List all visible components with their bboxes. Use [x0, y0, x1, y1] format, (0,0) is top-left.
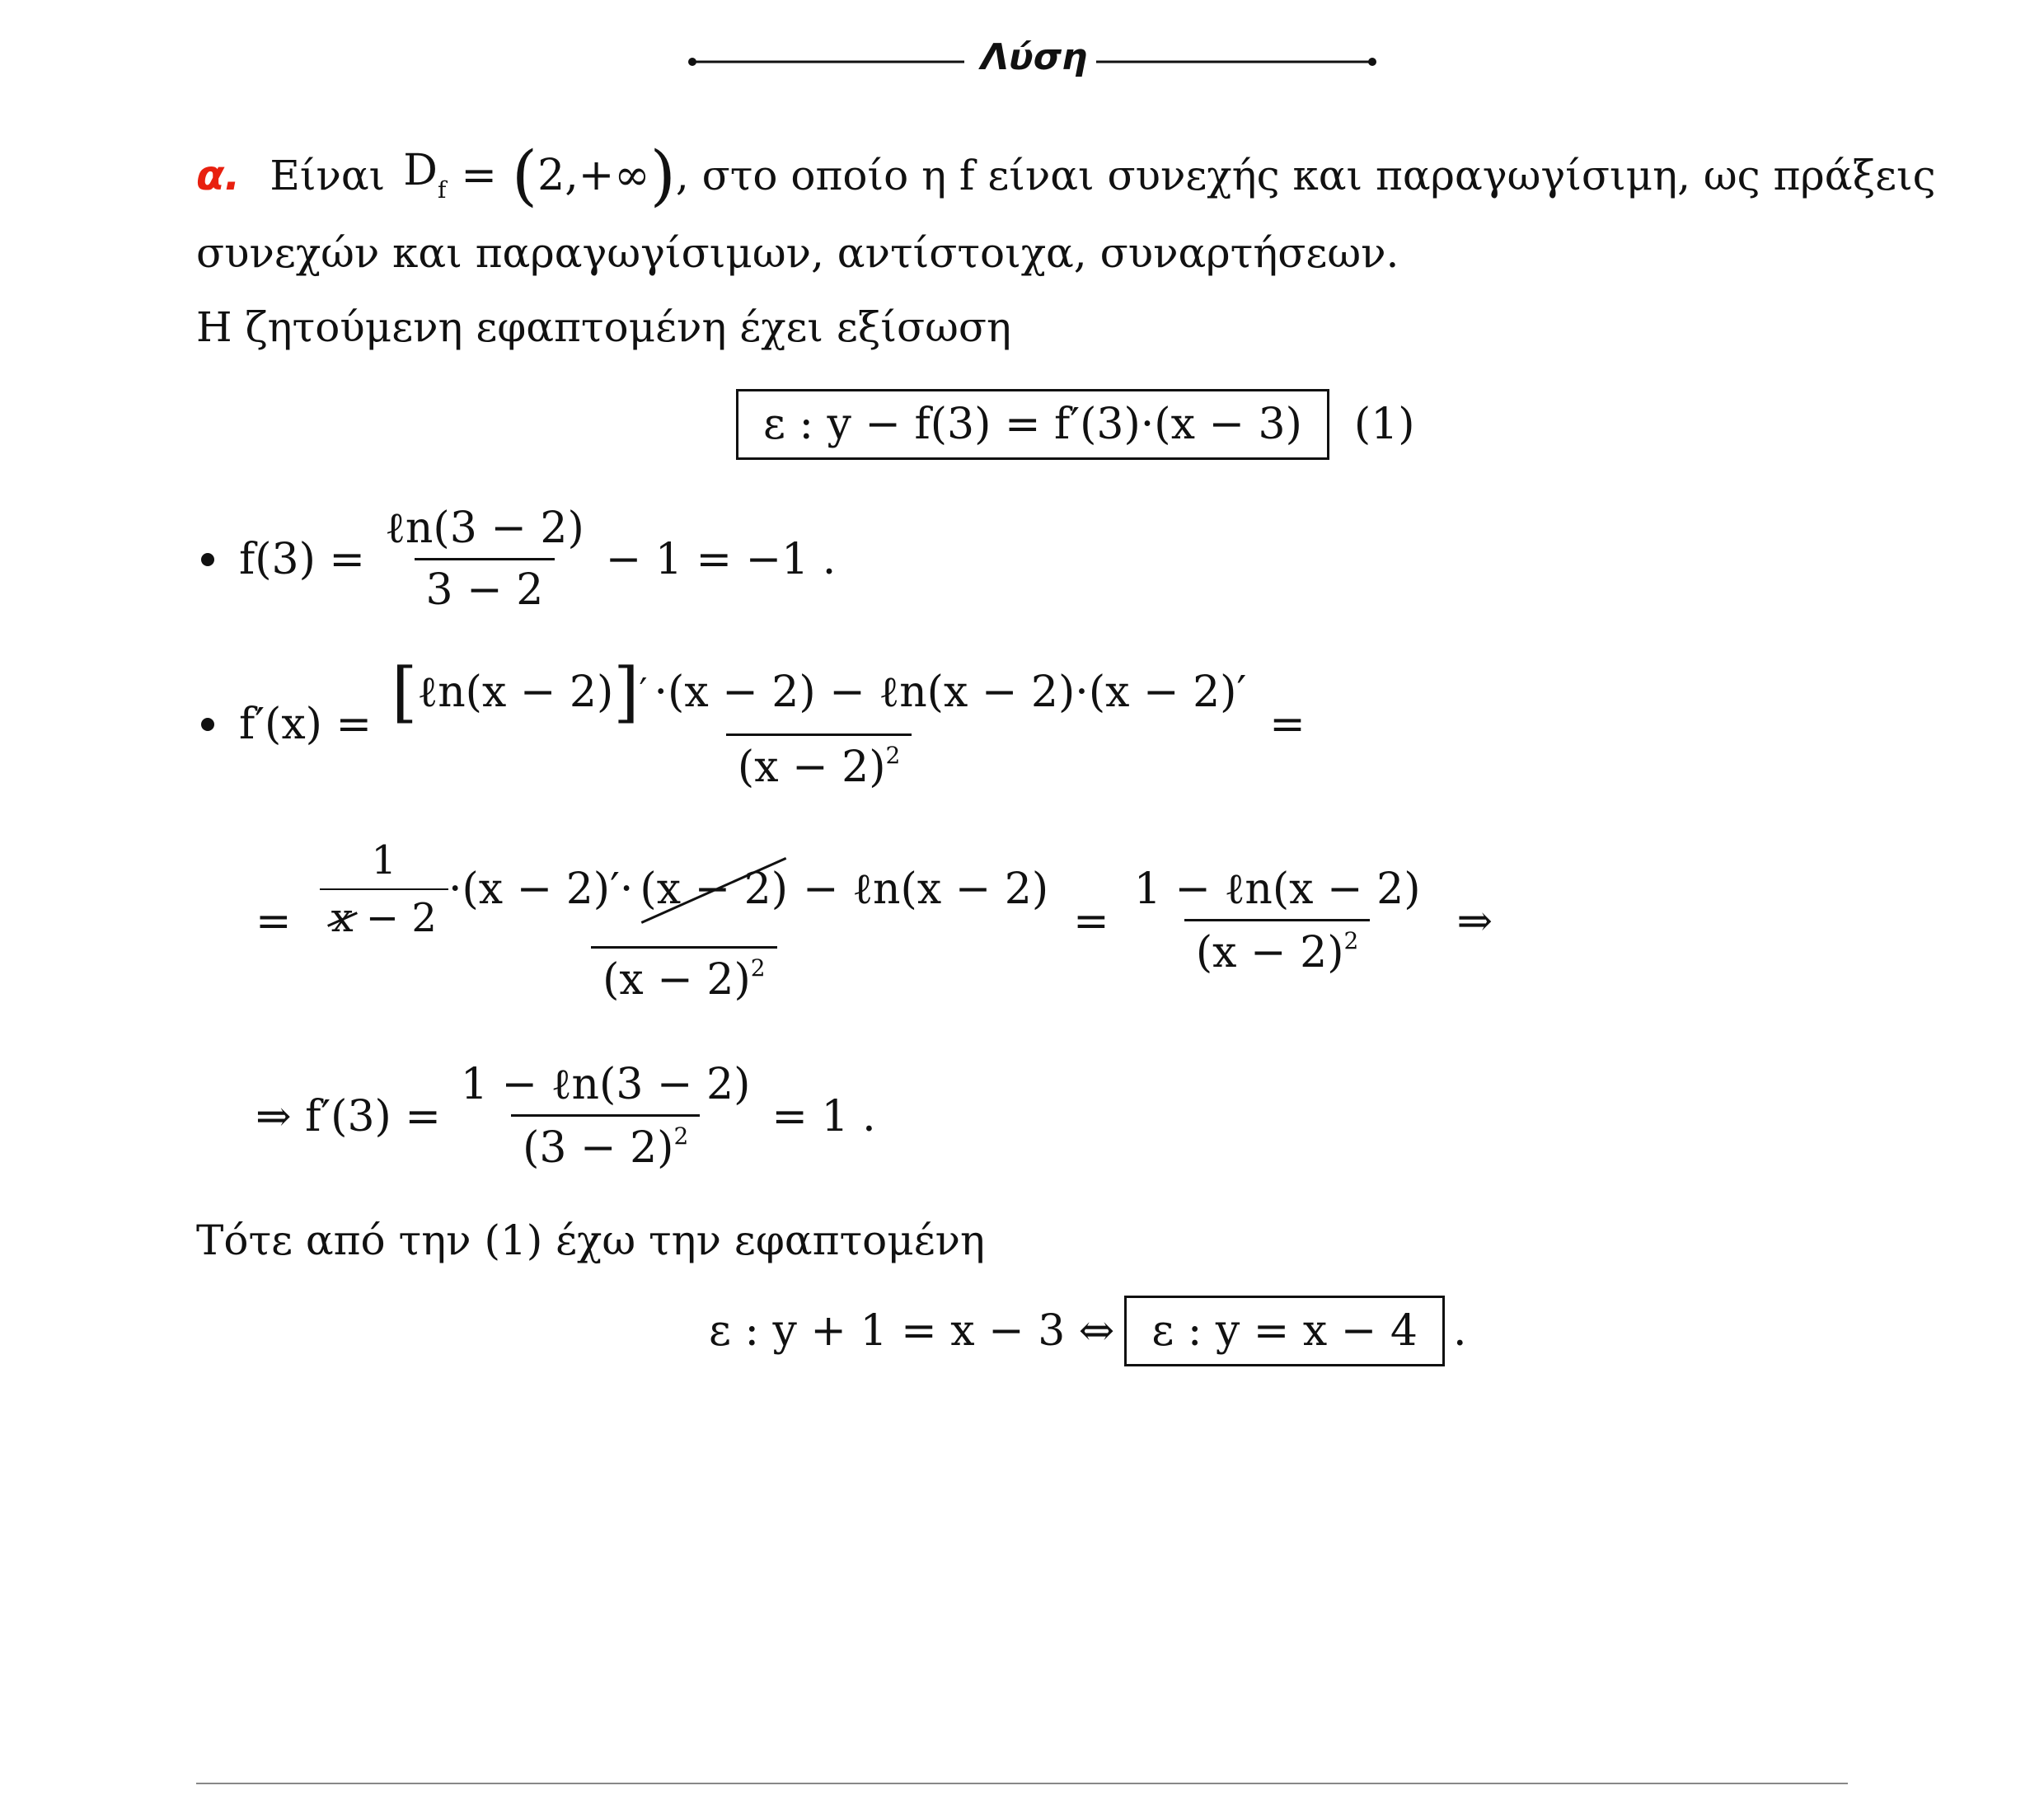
fprime-numerator-rest: ·(x − 2) − ℓn(x − 2)·(x − 2)′	[654, 668, 1247, 717]
step2-inner-fraction	[320, 837, 448, 941]
cancelled-term: x	[331, 895, 354, 941]
fprime-right-bracket: ]	[613, 654, 640, 730]
final-eq-lhs: ε : y + 1 = x − 3 ⇔	[709, 1306, 1115, 1356]
conclusion-text: Τότε από την (1) έχω την εφαπτομένη	[196, 1216, 985, 1264]
step2-inner-den: x − 2	[320, 888, 448, 938]
fprime-rhs: =	[1269, 699, 1306, 749]
f3-denominator: 3 − 2	[415, 558, 556, 612]
final-equation	[709, 1296, 1466, 1366]
intro-lead: Είναι	[270, 152, 386, 199]
fprime-denominator: $(x - 2)^2$	[726, 733, 912, 789]
domain-open-paren: (	[511, 137, 538, 213]
step2-mid-c: − ℓn(x − 2)	[803, 865, 1049, 914]
section-title: Λύση	[981, 36, 1088, 78]
intro-line-1-rest: , στο οποίο η f είναι συνεχής και παραγωγίσιμη, ως πράξεις	[675, 152, 1936, 199]
step3-rhs: = 1 .	[771, 1091, 876, 1141]
step2-frac2-num: 1 − ℓn(x − 2)	[1133, 865, 1421, 914]
f3-fraction	[373, 504, 596, 615]
step3-numerator: 1 − ℓn(3 − 2)	[460, 1060, 751, 1109]
footer-rule	[196, 1783, 1848, 1784]
intro-line-2: συνεχών και παραγωγίσιμων, αντίστοιχα, συναρτήσεων.	[196, 229, 1399, 277]
domain-eq: =	[461, 151, 497, 200]
final-eq-end: .	[1452, 1306, 1467, 1356]
fprime-prime: ′	[639, 671, 648, 713]
equation-1	[736, 389, 1415, 460]
step-2	[256, 837, 1493, 1005]
final-eq-box: ε : y = x − 4	[1124, 1296, 1445, 1366]
step2-denominator: $(x - 2)^2$	[591, 946, 776, 1001]
intro-line-3: Η ζητούμενη εφαπτομένη έχει εξίσωση	[196, 303, 1011, 351]
bullet-f3	[201, 504, 837, 615]
bullet-fprime	[201, 654, 1306, 792]
intro-line-1	[196, 138, 1936, 213]
bullet-icon	[201, 553, 214, 566]
domain-symbol: $D_f$	[403, 146, 447, 204]
f3-lhs: f(3) =	[239, 534, 366, 584]
step2-lead: =	[256, 896, 292, 946]
equation-1-tag: (1)	[1353, 400, 1415, 449]
f3-numerator: ℓn(3 − 2)	[385, 504, 584, 553]
step2-mid-a: ·(x − 2)′·	[448, 865, 634, 914]
fprime-log-term: ℓn(x − 2)	[417, 668, 614, 717]
step-3	[256, 1060, 876, 1173]
step2-frac2-den: $(x - 2)^2$	[1184, 919, 1370, 974]
step3-fraction	[449, 1060, 762, 1173]
domain-interval: 2,+∞	[537, 151, 650, 200]
fprime-lhs: f′(x) =	[239, 699, 373, 749]
step2-fraction-2	[1123, 865, 1432, 977]
f3-rhs: − 1 = −1 .	[605, 534, 837, 584]
cancelled-term: (x − 2)	[640, 865, 789, 914]
domain-close-paren: )	[649, 137, 676, 213]
equation-1-box: ε : y − f(3) = f′(3)·(x − 3)	[736, 389, 1329, 460]
implies-arrow: ⇒	[1456, 896, 1493, 946]
step2-numerator	[308, 837, 1061, 946]
fprime-fraction	[380, 654, 1258, 792]
step2-fraction	[308, 837, 1061, 1005]
part-label: α.	[196, 152, 241, 199]
step2-eq: =	[1073, 896, 1109, 946]
step3-denominator: $(3 - 2)^2$	[511, 1114, 700, 1169]
bullet-icon	[201, 718, 214, 731]
fprime-numerator	[380, 654, 1258, 733]
step2-inner-num: 1	[371, 837, 397, 883]
step3-lhs: ⇒ f′(3) =	[256, 1091, 441, 1141]
fprime-left-bracket: [	[391, 654, 418, 730]
